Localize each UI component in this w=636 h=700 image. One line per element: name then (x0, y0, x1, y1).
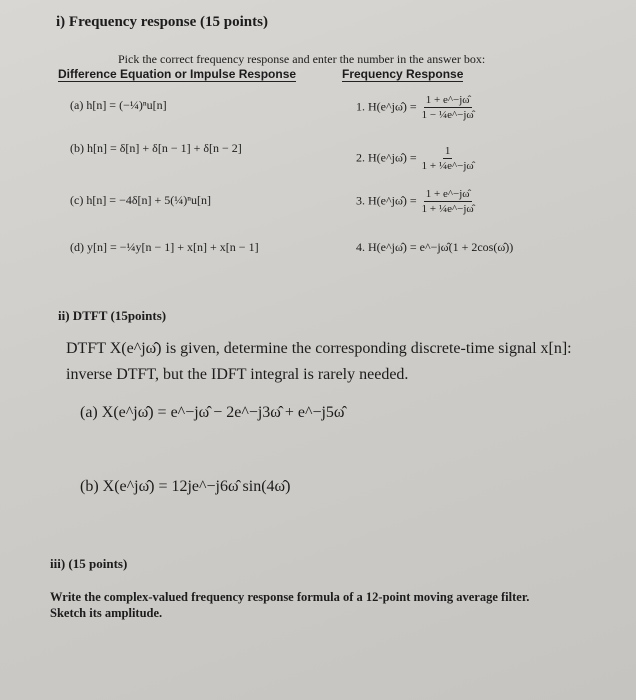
part2-line1: DTFT X(e^jω̂) is given, determine the corresponding discrete-time signal x[n]: (66, 340, 572, 357)
right-item-3 (356, 188, 474, 215)
right-item-3-num: 1 + e^−jω̂ (425, 188, 470, 200)
part2-heading: ii) DTFT (15points) (58, 308, 167, 323)
part3-line2: Sketch its amplitude. (50, 606, 163, 620)
part1-instruction: Pick the correct frequency response and enter the number in the answer box: (118, 52, 486, 66)
right-item-3-den: 1 + ¼e^−jω̂ (421, 203, 474, 215)
left-column-header: Difference Equation or Impulse Response (58, 67, 297, 81)
right-item-1 (356, 94, 474, 121)
right-item-2-fraction (422, 145, 474, 172)
left-item-a: (a) h[n] = (−¼)ⁿu[n] (70, 98, 167, 112)
part3-heading: iii) (15 points) (50, 556, 128, 571)
right-item-2-num: 1 (444, 145, 451, 157)
part3-line1: Write the complex-valued frequency response formula of a 12-point moving average filter. (50, 590, 530, 604)
part2-item-b: (b) X(e^jω̂) = 12je^−j6ω̂ sin(4ω̂) (80, 478, 291, 495)
right-item-3-lhs: 3. H(e^jω̂) = (356, 193, 417, 208)
right-item-1-fraction (422, 94, 474, 121)
right-item-3-fraction (422, 188, 474, 215)
right-column-header: Frequency Response (342, 67, 464, 81)
right-item-2-lhs: 2. H(e^jω̂) = (356, 150, 417, 165)
left-item-c: (c) h[n] = −4δ[n] + 5(¼)ⁿu[n] (70, 193, 212, 207)
part2-line2: inverse DTFT, but the IDFT integral is rarely needed. (66, 366, 409, 383)
right-item-2-den: 1 + ¼e^−jω̂ (421, 160, 474, 172)
right-item-1-lhs: 1. H(e^jω̂) = (356, 99, 417, 114)
left-item-d: (d) y[n] = −¼y[n − 1] + x[n] + x[n − 1] (70, 240, 259, 254)
part1-heading: i) Frequency response (15 points) (56, 14, 268, 30)
right-item-4: 4. H(e^jω̂) = e^−jω̂(1 + 2cos(ω̂)) (356, 240, 514, 254)
right-item-1-den: 1 − ¼e^−jω̂ (421, 109, 474, 121)
left-item-b: (b) h[n] = δ[n] + δ[n − 1] + δ[n − 2] (70, 141, 242, 155)
part2-item-a: (a) X(e^jω̂) = e^−jω̂ − 2e^−j3ω̂ + e^−j5ω̂ (80, 404, 345, 421)
right-item-2 (356, 145, 474, 172)
right-item-1-num: 1 + e^−jω̂ (425, 94, 470, 106)
